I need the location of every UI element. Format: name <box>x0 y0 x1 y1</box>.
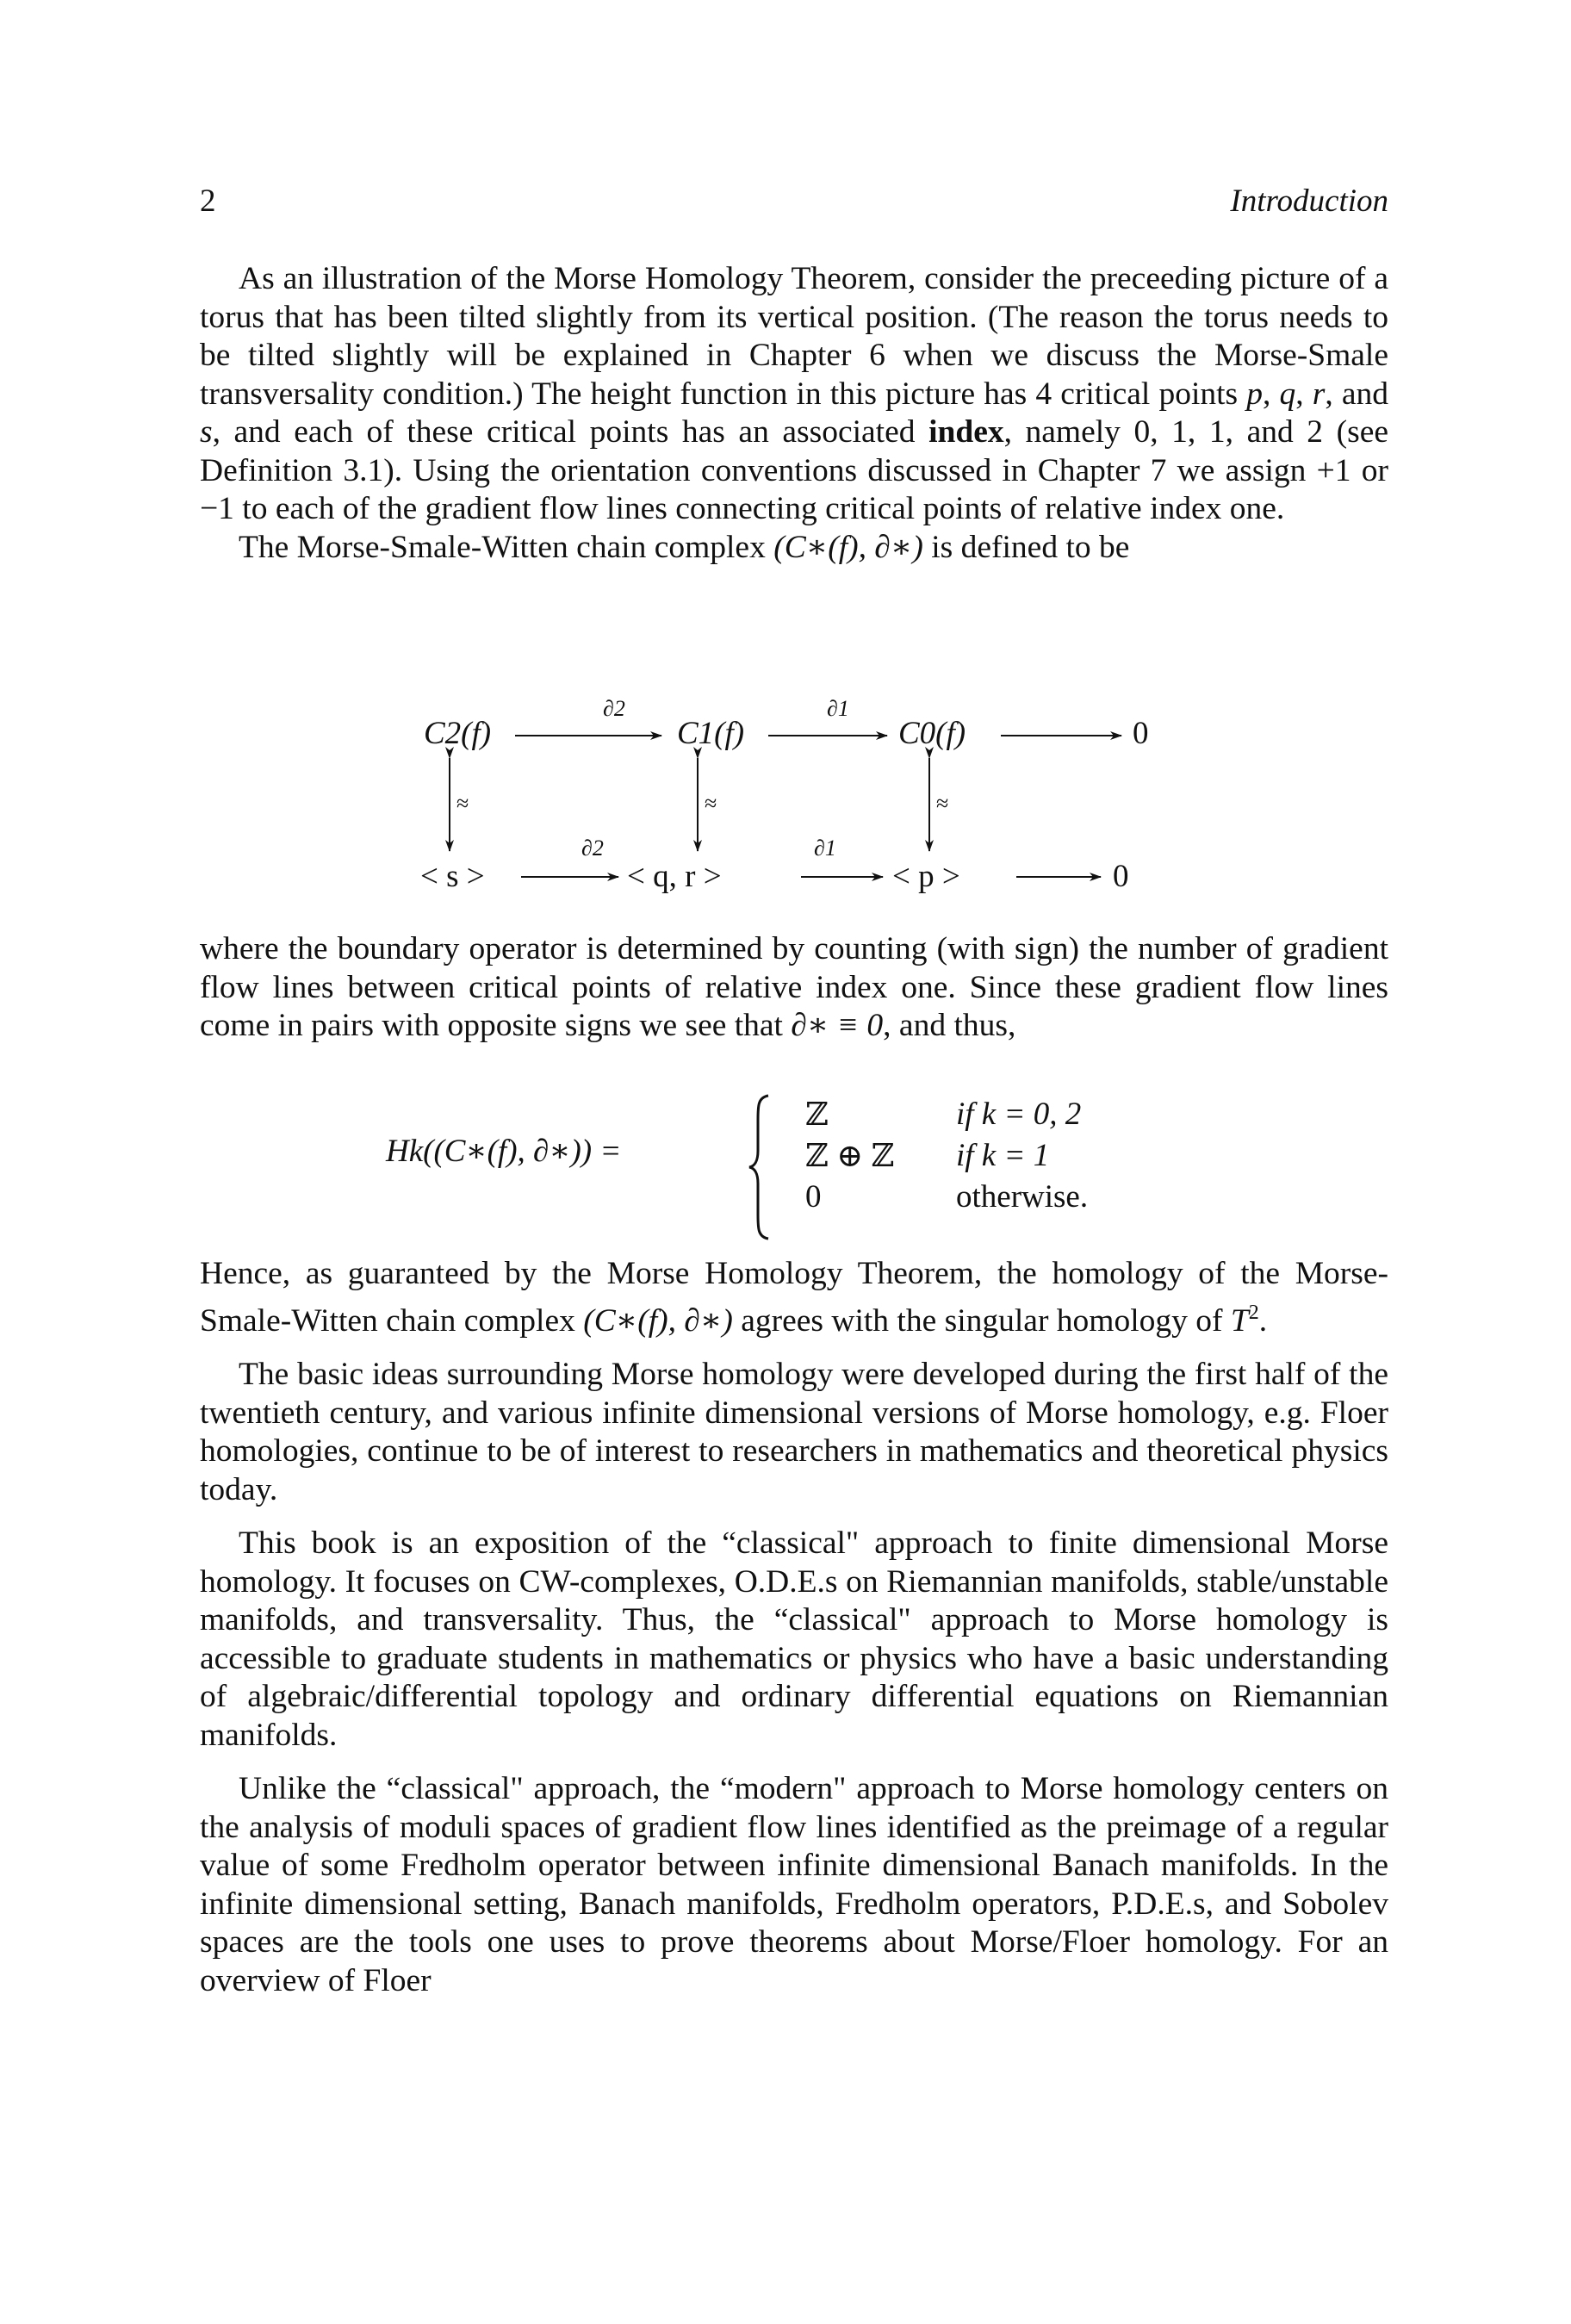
diagram-iso-left: ≈ <box>456 791 469 816</box>
paragraph-chain-complex: The Morse-Smale-Witten chain complex (C∗(f), ∂∗) is defined to be <box>239 529 1130 565</box>
diagram-c2: C2(f) <box>424 716 492 751</box>
homology-lhs: Hk((C∗(f), ∂∗)) = <box>386 1134 622 1169</box>
case3-value: 0 <box>805 1179 822 1215</box>
diagram-iso-middle: ≈ <box>705 791 717 816</box>
diagram-c0: C0(f) <box>898 716 966 751</box>
diagram-c1: C1(f) <box>677 716 745 751</box>
diagram-d2-top: ∂2 <box>603 696 625 721</box>
diagram-generator-s: < s > <box>420 859 485 894</box>
paragraph-intro: As an illustration of the Morse Homology Theorem, consider the preceeding picture of a torus that has been tilted slightly from its vertical position. (The reason the torus needs to be tilted slightly will be explained in Chapter 6 when we discuss the Morse-Smale transversality condition.) The height function in this picture has 4 critical points p, q, r, and s, and each of these critical points has an associated index, namely 0, 1, 1, and 2 (see Definition 3.1). Using the orientation conventions discussed in Chapter 7 we assign +1 or −1 to each of the gradient flow lines connecting critical points of relative index one. <box>200 261 1388 526</box>
diagram-zero-top: 0 <box>1133 716 1149 751</box>
diagram-generator-p: < p > <box>892 859 960 894</box>
diagram-iso-right: ≈ <box>936 791 949 816</box>
case1-condition: if k = 0, 2 <box>956 1097 1082 1132</box>
diagram-zero-bottom: 0 <box>1113 859 1129 894</box>
case2-value: ℤ ⊕ ℤ <box>805 1139 895 1174</box>
running-title: Introduction <box>1230 183 1388 219</box>
diagram-d1-top: ∂1 <box>827 696 849 721</box>
case2-condition: if k = 1 <box>956 1138 1050 1173</box>
diagram-generators-qr: < q, r > <box>627 859 722 894</box>
paragraph-conclusion: Hence, as guaranteed by the Morse Homology Theorem, the homology of the Morse-Smale-Witten chain complex (C∗(f), ∂∗) agrees with the singular homology of $T^2$. <box>200 1256 1388 1339</box>
bold-term-index: index <box>928 414 1004 450</box>
text-block-bottom <box>200 1255 1388 2000</box>
case1-value: ℤ <box>805 1097 829 1133</box>
paragraph-boundary-operator: where the boundary operator is determined by counting (with sign) the number of gradient flow lines between critical points of relative index one. Since these gradient flow lines come in pairs with opposite signs we see that ∂∗ ≡ 0, and thus, <box>200 931 1388 1043</box>
paragraph-history: The basic ideas surrounding Morse homology were developed during the first half of the twentieth century, and various infinite dimensional versions of Morse homology, e.g. Floer homologies, continue to be of interest to researchers in mathematics and theoretical physics today. <box>200 1357 1388 1507</box>
page-number: 2 <box>200 183 216 219</box>
case3-condition: otherwise. <box>956 1179 1089 1215</box>
paragraph-classical: This book is an exposition of the “classical" approach to finite dimensional Morse homology. It focuses on CW-complexes, O.D.E.s on Riemannian manifolds, stable/unstable manifolds, and transversality. Thus, the “classical" approach to Morse homology is accessible to graduate students in mathematics or physics who have a basic understanding of algebraic/differential topology and ordinary differential equations on Riemannian manifolds. <box>200 1526 1388 1753</box>
left-brace <box>748 1094 770 1240</box>
diagram-d1-bottom: ∂1 <box>814 836 836 861</box>
diagram-d2-bottom: ∂2 <box>581 836 604 861</box>
paragraph-modern: Unlike the “classical" approach, the “modern" approach to Morse homology centers on the analysis of moduli spaces of gradient flow lines identified as the preimage of a regular value of some Fredholm operator between infinite dimensional Banach manifolds. In the infinite dimensional setting, Banach manifolds, Fredholm operators, P.D.E.s, and Sobolev spaces are the tools one uses to prove theorems about Morse/Floer homology. For an overview of Floer <box>200 1771 1388 1998</box>
